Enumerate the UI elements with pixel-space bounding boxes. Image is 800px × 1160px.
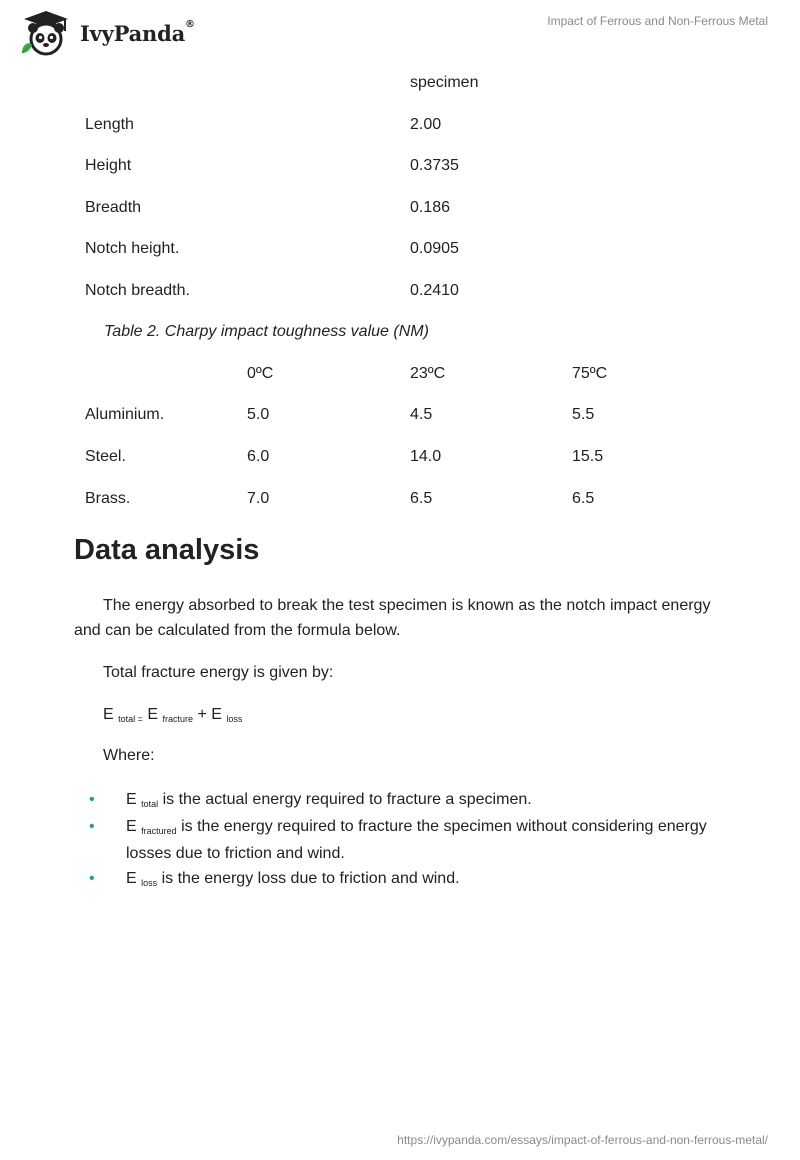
table-cell-value: 5.5 bbox=[572, 406, 595, 423]
table-cell-label: Notch height. bbox=[85, 240, 180, 257]
panda-icon bbox=[18, 9, 74, 57]
table-cell-value: 7.0 bbox=[247, 490, 270, 507]
list-item: • E loss is the energy loss due to friction and wind. bbox=[74, 866, 714, 893]
table-cell-value: 0.3735 bbox=[410, 157, 459, 174]
table-cell-value: 4.5 bbox=[410, 406, 433, 423]
table-cell-value: 5.0 bbox=[247, 406, 270, 423]
source-url-link[interactable]: https://ivypanda.com/essays/impact-of-ferrous-and-non-ferrous-metal/ bbox=[397, 1133, 768, 1147]
page-header bbox=[0, 0, 800, 64]
table-cell-label: Steel. bbox=[85, 448, 126, 465]
table-cell-label: Brass. bbox=[85, 490, 131, 507]
bullet-icon: • bbox=[89, 791, 95, 808]
table-cell-label: Notch breadth. bbox=[85, 282, 190, 299]
where-label: Where: bbox=[103, 747, 155, 764]
brand-name: IvyPanda® bbox=[80, 18, 195, 46]
bullet-icon: • bbox=[89, 870, 95, 887]
table-cell-value: 6.5 bbox=[410, 490, 433, 507]
table-cell-value: 0.0905 bbox=[410, 240, 459, 257]
list-item: • E fractured is the energy required to fracture the specimen without considering energy losses due to friction and wind. bbox=[74, 814, 714, 866]
list-item: • E total is the actual energy required to fracture a specimen. bbox=[74, 787, 714, 814]
table-cell-value: 0.2410 bbox=[410, 282, 459, 299]
table-cell-label: Aluminium. bbox=[85, 406, 165, 423]
table-cell-value: 6.5 bbox=[572, 490, 595, 507]
table-cell-label: Height bbox=[85, 157, 132, 174]
definitions-list bbox=[74, 787, 714, 893]
total-energy-line: Total fracture energy is given by: bbox=[103, 664, 334, 681]
ivypanda-logo[interactable] bbox=[18, 9, 195, 57]
table-cell-value: 15.5 bbox=[572, 448, 604, 465]
table-caption: Table 2. Charpy impact toughness value (NM) bbox=[104, 323, 429, 340]
table-cell: specimen bbox=[410, 74, 479, 91]
table-cell-value: 14.0 bbox=[410, 448, 442, 465]
table-cell-value: 2.00 bbox=[410, 116, 442, 133]
column-header: 75ºC bbox=[572, 365, 608, 382]
energy-formula: E total = E fracture + E loss bbox=[103, 706, 243, 724]
intro-paragraph: The energy absorbed to break the test specimen is known as the notch impact energy and can be calculated from the formula below. bbox=[74, 597, 711, 639]
column-header: 23ºC bbox=[410, 365, 446, 382]
section-heading: Data analysis bbox=[74, 534, 260, 566]
table-cell-label: Length bbox=[85, 116, 134, 133]
document-title: Impact of Ferrous and Non-Ferrous Metal bbox=[547, 14, 768, 28]
table-cell-value: 0.186 bbox=[410, 199, 451, 216]
table-cell-value: 6.0 bbox=[247, 448, 270, 465]
bullet-icon: • bbox=[89, 818, 95, 835]
table-cell-label: Breadth bbox=[85, 199, 142, 216]
column-header: 0ºC bbox=[247, 365, 274, 382]
